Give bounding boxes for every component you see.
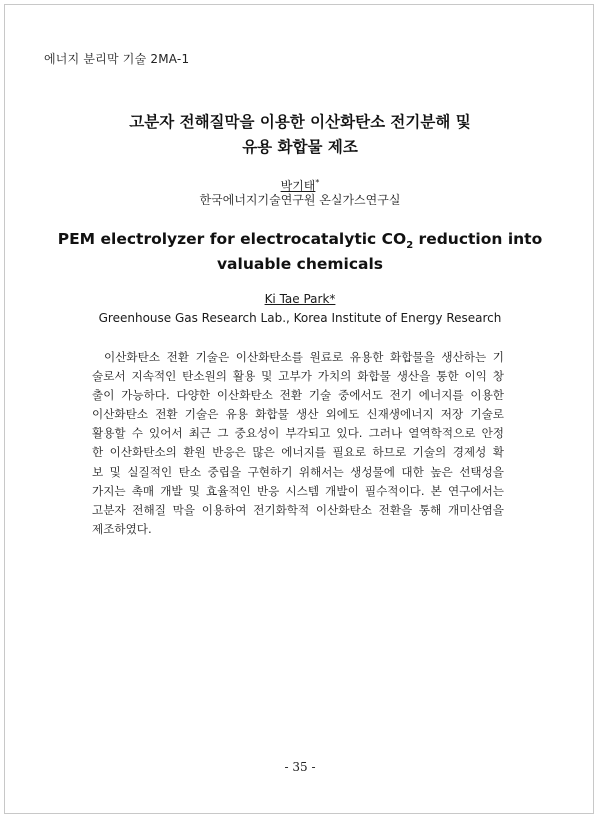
- abstract-line: 술로서 지속적인 탄소원의 활용 및 고부가 가치의 화합물 생산을 통한 이익 창: [92, 369, 504, 384]
- korean-affiliation: 한국에너지기술연구원 온실가스연구실: [199, 193, 401, 207]
- korean-author-name: 박기태: [280, 179, 316, 193]
- abstract-line: 가지는 촉매 개발 및 효율적인 반응 시스템 개발이 필수적이다. 본 연구에서는: [92, 483, 504, 498]
- english-title-line-1-start: PEM electrolyzer for electrocatalytic CO: [57, 230, 407, 248]
- abstract-line: 한 이산화탄소의 환원 반응은 많은 에너지를 필요로 하므로 기술의 경제성 확: [92, 445, 504, 460]
- co2-subscript: 2: [406, 240, 414, 252]
- abstract-line: 이산화탄소 전환 기술은 이산화탄소를 원료로 유용한 화합물을 생산하는 기: [104, 350, 504, 364]
- english-author: [0, 291, 600, 308]
- korean-title-line-2: 유용 화합물 제조: [242, 138, 358, 156]
- abstract-line: 출이 가능하다. 다양한 이산화탄소 전환 기술 중에서도 전기 에너지를 이용한: [92, 388, 504, 403]
- english-title: [0, 227, 600, 277]
- abstract-line: 활용할 수 있어서 최근 그 중요성이 부각되고 있다. 그러나 열역학적으로 안정: [92, 426, 504, 441]
- english-title-line-2: valuable chemicals: [216, 255, 384, 273]
- abstract-line: 제조하였다.: [92, 521, 152, 536]
- abstract-line: 고분자 전해질 막을 이용하여 전기화학적 이산화탄소 전환을 통해 개미산염을: [92, 502, 504, 517]
- abstract-body: [92, 348, 504, 539]
- english-title-line-1-end: reduction into: [413, 230, 543, 248]
- abstract-line: 이산화탄소 전환 기술은 유용 화합물 생산 외에도 신재생에너지 저장 기술로: [92, 407, 504, 422]
- session-tag: 에너지 분리막 기술 2MA-1: [44, 52, 190, 66]
- english-affiliation: Greenhouse Gas Research Lab., Korea Institute of Energy Research: [98, 311, 502, 325]
- abstract-line: 보 및 실질적인 탄소 중립을 구현하기 위해서는 생성물에 대한 높은 선택성을: [92, 464, 504, 479]
- korean-title-line-1: 고분자 전해질막을 이용한 이산화탄소 전기분해 및: [129, 113, 471, 131]
- korean-title: [0, 110, 600, 160]
- english-title-line-1: [0, 227, 600, 252]
- english-author-name: Ki Tae Park*: [264, 292, 336, 306]
- corresponding-author-mark: *: [315, 178, 320, 187]
- page-number: - 35 -: [284, 760, 316, 774]
